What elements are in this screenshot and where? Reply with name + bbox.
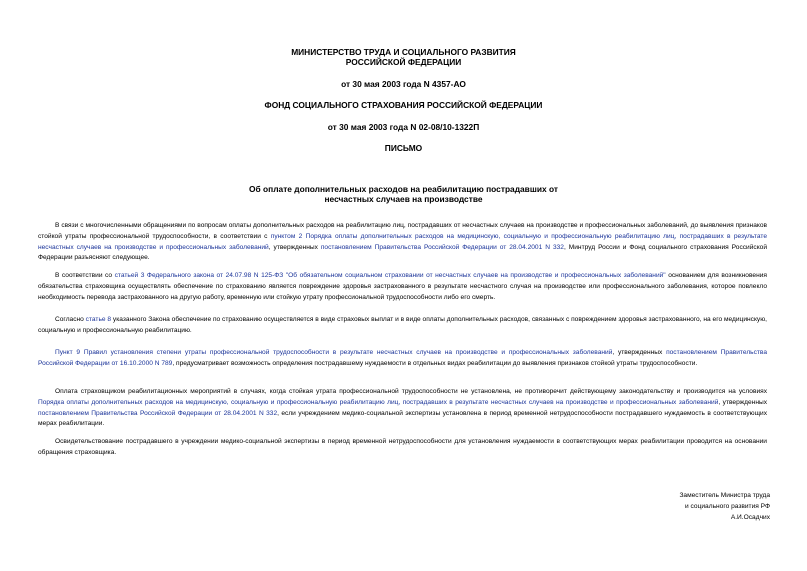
ministry-heading bbox=[0, 47, 807, 67]
ministry-date: от 30 мая 2003 года N 4357-АО bbox=[341, 79, 466, 89]
paragraph-text: , если учреждением медико-социальной экспертизы установлена в период временной нетрудоспособности пострадавшего нуждаемость в соответствующих мерах реабилитации. bbox=[38, 409, 767, 428]
paragraph-text: основанием для возникновения обязательства страховщика осуществлять обеспечение по страхованию является повреждение здоровья застрахованного в результате несчастного случая на производстве или профессионального заболевания, которое повлекло необходимость перевода застрахованного на другую работу, временную или стойкую утрату профессиональной трудоспособности либо его смерть. bbox=[38, 272, 767, 301]
fund-date: от 30 мая 2003 года N 02-08/10-1322П bbox=[327, 122, 480, 132]
link-resolution-789[interactable]: постановлением Правительства Российской Федерации от 16.10.2000 N 789 bbox=[38, 349, 768, 367]
paragraph-text: , Минтруд России и Фонд социального страхования Российской Федерации разъясняют следующее. bbox=[38, 243, 768, 262]
link-federal-law-article-3[interactable]: статьей 3 Федерального закона от 24.07.98 N 125-ФЗ "Об обязательном социальном страховании от несчастных случаев на производстве и профессиональных заболеваний" bbox=[114, 272, 666, 279]
link-resolution-332[interactable]: постановлением Правительства Российской Федерации от 28.04.2001 N 332 bbox=[38, 409, 278, 417]
link-order-rehabilitation[interactable]: Порядка оплаты дополнительных расходов на медицинскую, социальную и профессиональную реабилитацию лиц, пострадавших в результате несчастных случаев на производстве и профессиональных заболеваний bbox=[38, 398, 719, 406]
signature-line-1: Заместитель Министра труда bbox=[679, 492, 770, 499]
ministry-line-2: РОССИЙСКОЙ ФЕДЕРАЦИИ bbox=[345, 57, 462, 67]
document-title bbox=[0, 184, 807, 204]
paragraph-2 bbox=[38, 271, 767, 303]
paragraph-1 bbox=[38, 221, 767, 264]
paragraph-text: В соответствии со bbox=[55, 272, 115, 279]
title-line-2: несчастных случаев на производстве bbox=[324, 194, 483, 204]
paragraph-text: , предусматривает возможность определения пострадавшему нуждаемости в отдельных видах реабилитации до выявления признаков стойкой утраты трудоспособности. bbox=[172, 359, 698, 367]
paragraph-text: Оплата страховщиком реабилитационных мероприятий в случаях, когда стойкая утрата профессиональной трудоспособности не установлена, не противоречит действующему законодательству и производится на условиях bbox=[55, 388, 767, 395]
paragraph-text: В связи с многочисленными обращениями по вопросам оплаты дополнительных расходов на реабилитацию лиц, пострадавших от несчастных случаев на производстве и профессиональных заболеваний, до выявления признаков стойкой утраты профессиональной трудоспособности, в соответствии с bbox=[38, 222, 767, 240]
signature-line-2: и социального развития РФ bbox=[685, 503, 770, 511]
paragraph-4 bbox=[38, 348, 767, 370]
paragraph-text: указанного Закона обеспечение по страхованию осуществляется в виде страховых выплат и в виде оплаты дополнительных расходов, связанных с повреждением здоровья застрахованного, на его медицинскую, социальную и профессиональную реабилитацию. bbox=[38, 316, 767, 334]
paragraph-text: , утвержденных bbox=[268, 243, 321, 251]
fund-heading: ФОНД СОЦИАЛЬНОГО СТРАХОВАНИЯ РОССИЙСКОЙ ФЕДЕРАЦИИ bbox=[264, 100, 543, 110]
paragraph-text: , утвержденных bbox=[612, 349, 667, 356]
ministry-line-1: МИНИСТЕРСТВО ТРУДА И СОЦИАЛЬНОГО РАЗВИТИЯ bbox=[291, 47, 516, 57]
paragraph-3 bbox=[38, 315, 767, 337]
link-article-8[interactable]: статье 8 bbox=[85, 316, 112, 323]
paragraph-6 bbox=[38, 437, 767, 459]
paragraph-5 bbox=[38, 387, 767, 430]
paragraph-text: Освидетельствование пострадавшего в учреждении медико-социальной экспертизы в период временной нетрудоспособности для установления нуждаемости в соответствующих мерах реабилитации проводится на основании обращения страховщика. bbox=[38, 438, 767, 456]
link-resolution-332[interactable]: постановлением Правительства Российской Федерации от 28.04.2001 N 332 bbox=[320, 243, 564, 251]
link-rules-clause-9[interactable]: Пункт 9 Правил установления степени утраты профессиональной трудоспособности в результате несчастных случаев на производстве и профессиональных заболеваний bbox=[55, 349, 613, 356]
link-order-clause-2[interactable]: пунктом 2 Порядка оплаты дополнительных расходов на медицинскую, социальную и профессиональную реабилитацию лиц, пострадавших в результате несчастных случаев на производстве и профессиональных заболеваний bbox=[38, 232, 767, 251]
signature-name: А.И.Осадчих bbox=[730, 514, 770, 522]
signature-block bbox=[679, 490, 770, 524]
title-line-1: Об оплате дополнительных расходов на реабилитацию пострадавших от bbox=[249, 184, 558, 194]
document-type: ПИСЬМО bbox=[384, 143, 423, 153]
paragraph-text: Согласно bbox=[55, 316, 86, 323]
paragraph-text: , утвержденных bbox=[718, 398, 767, 406]
